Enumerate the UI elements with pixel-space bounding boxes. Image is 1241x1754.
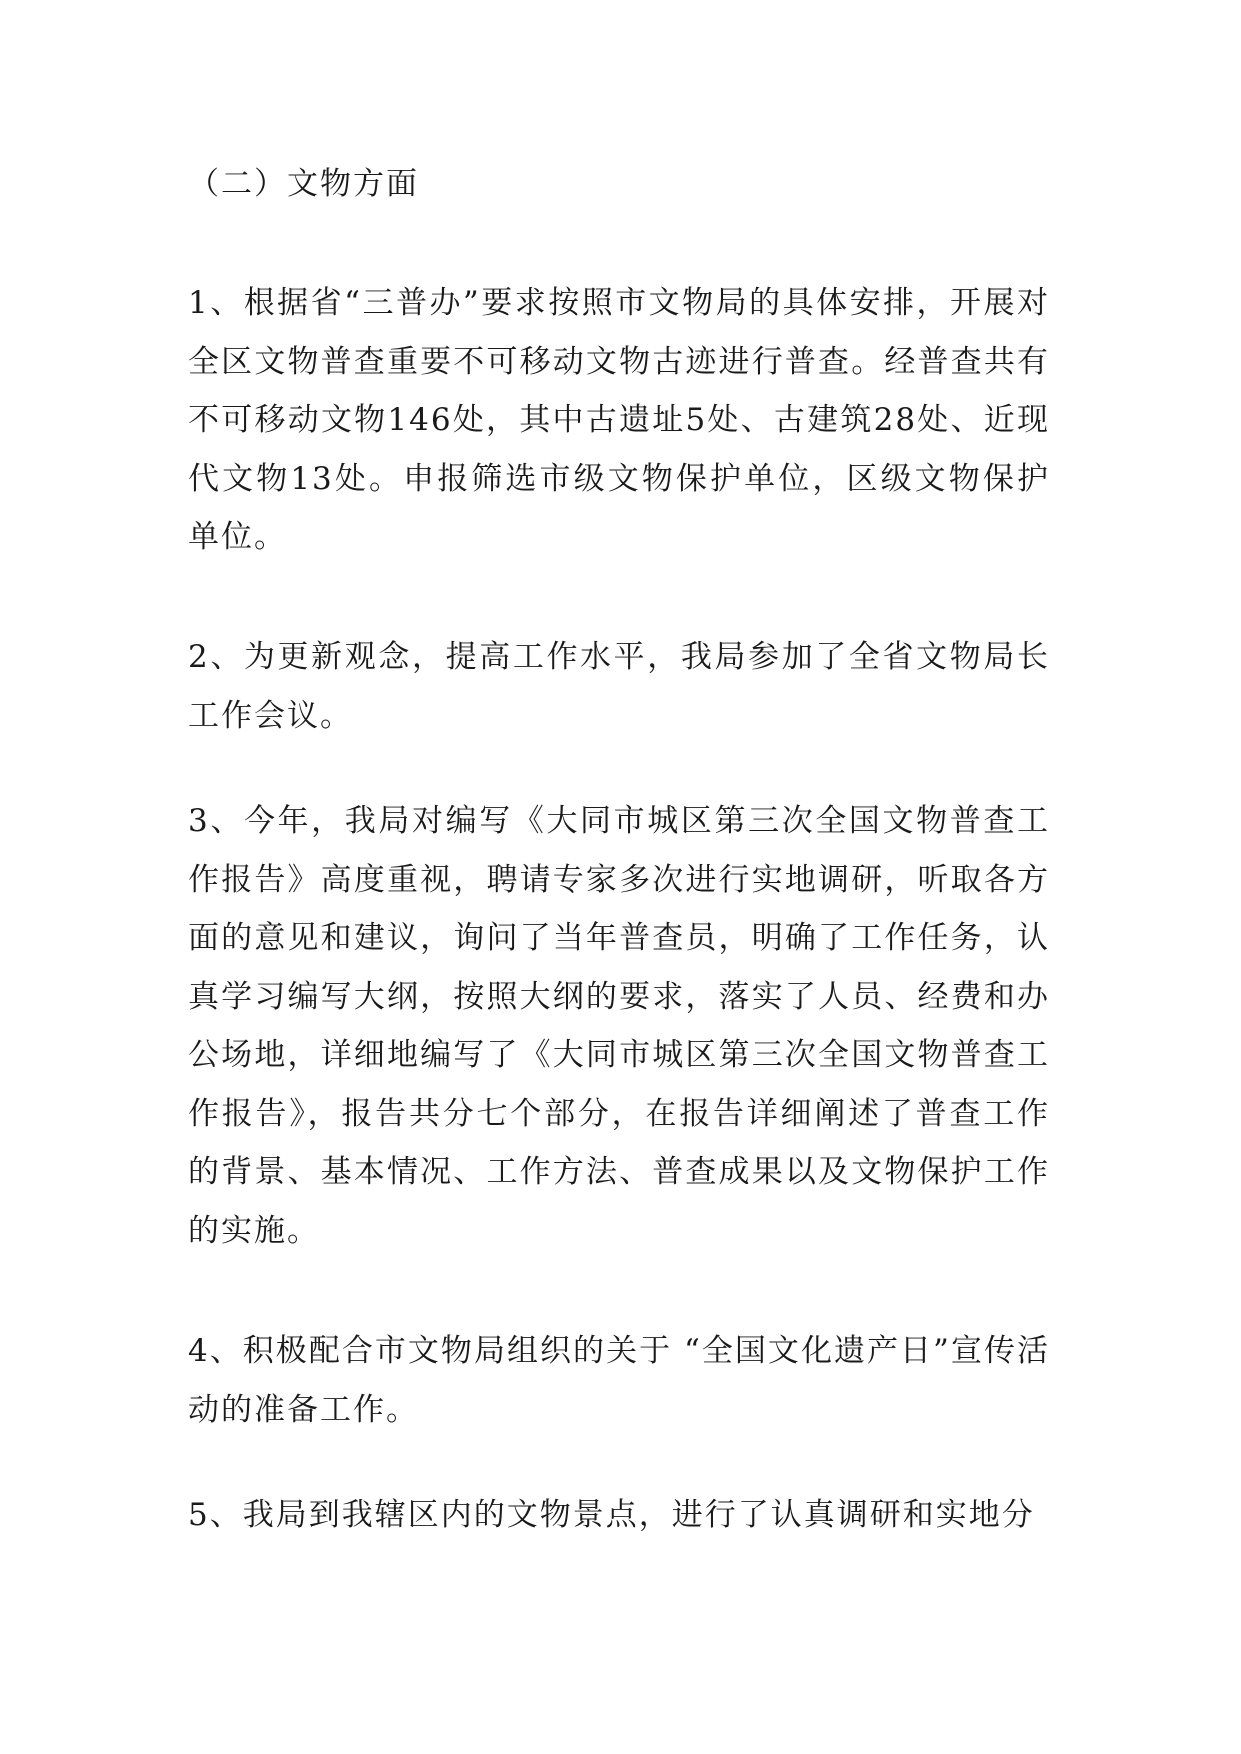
section-heading: （二）文物方面 — [188, 166, 419, 202]
paragraph-1: 1、根据省“三普办”要求按照市文物局的具体安排，开展对全区文物普查重要不可移动文物古迹进行普查。经普查共有不可移动文物146处，其中古遗址5处、古建筑28处、近现代文物13处。申报筛选市级文物保护单位，区级文物保护单位。 — [188, 285, 1050, 555]
paragraph-3: 3、今年，我局对编写《大同市城区第三次全国文物普查工作报告》高度重视，聘请专家多次进行实地调研，听取各方面的意见和建议，询问了当年普查员，明确了工作任务，认真学习编写大纲，按照大纲的要求，落实了人员、经费和办公场地，详细地编写了《大同市城区第三次全国文物普查工作报告》，报告共分七个部分，在报告详细阐述了普查工作的背景、基本情况、工作方法、普查成果以及文物保护工作的实施。 — [188, 803, 1050, 1249]
paragraph-4: 4、积极配合市文物局组织的关于 “全国文化遗产日”宣传活动的准备工作。 — [188, 1333, 1050, 1428]
paragraph-2: 2、为更新观念，提高工作水平，我局参加了全省文物局长工作会议。 — [188, 639, 1050, 734]
paragraph-5: 5、我局到我辖区内的文物景点，进行了认真调研和实地分 — [188, 1497, 1035, 1533]
